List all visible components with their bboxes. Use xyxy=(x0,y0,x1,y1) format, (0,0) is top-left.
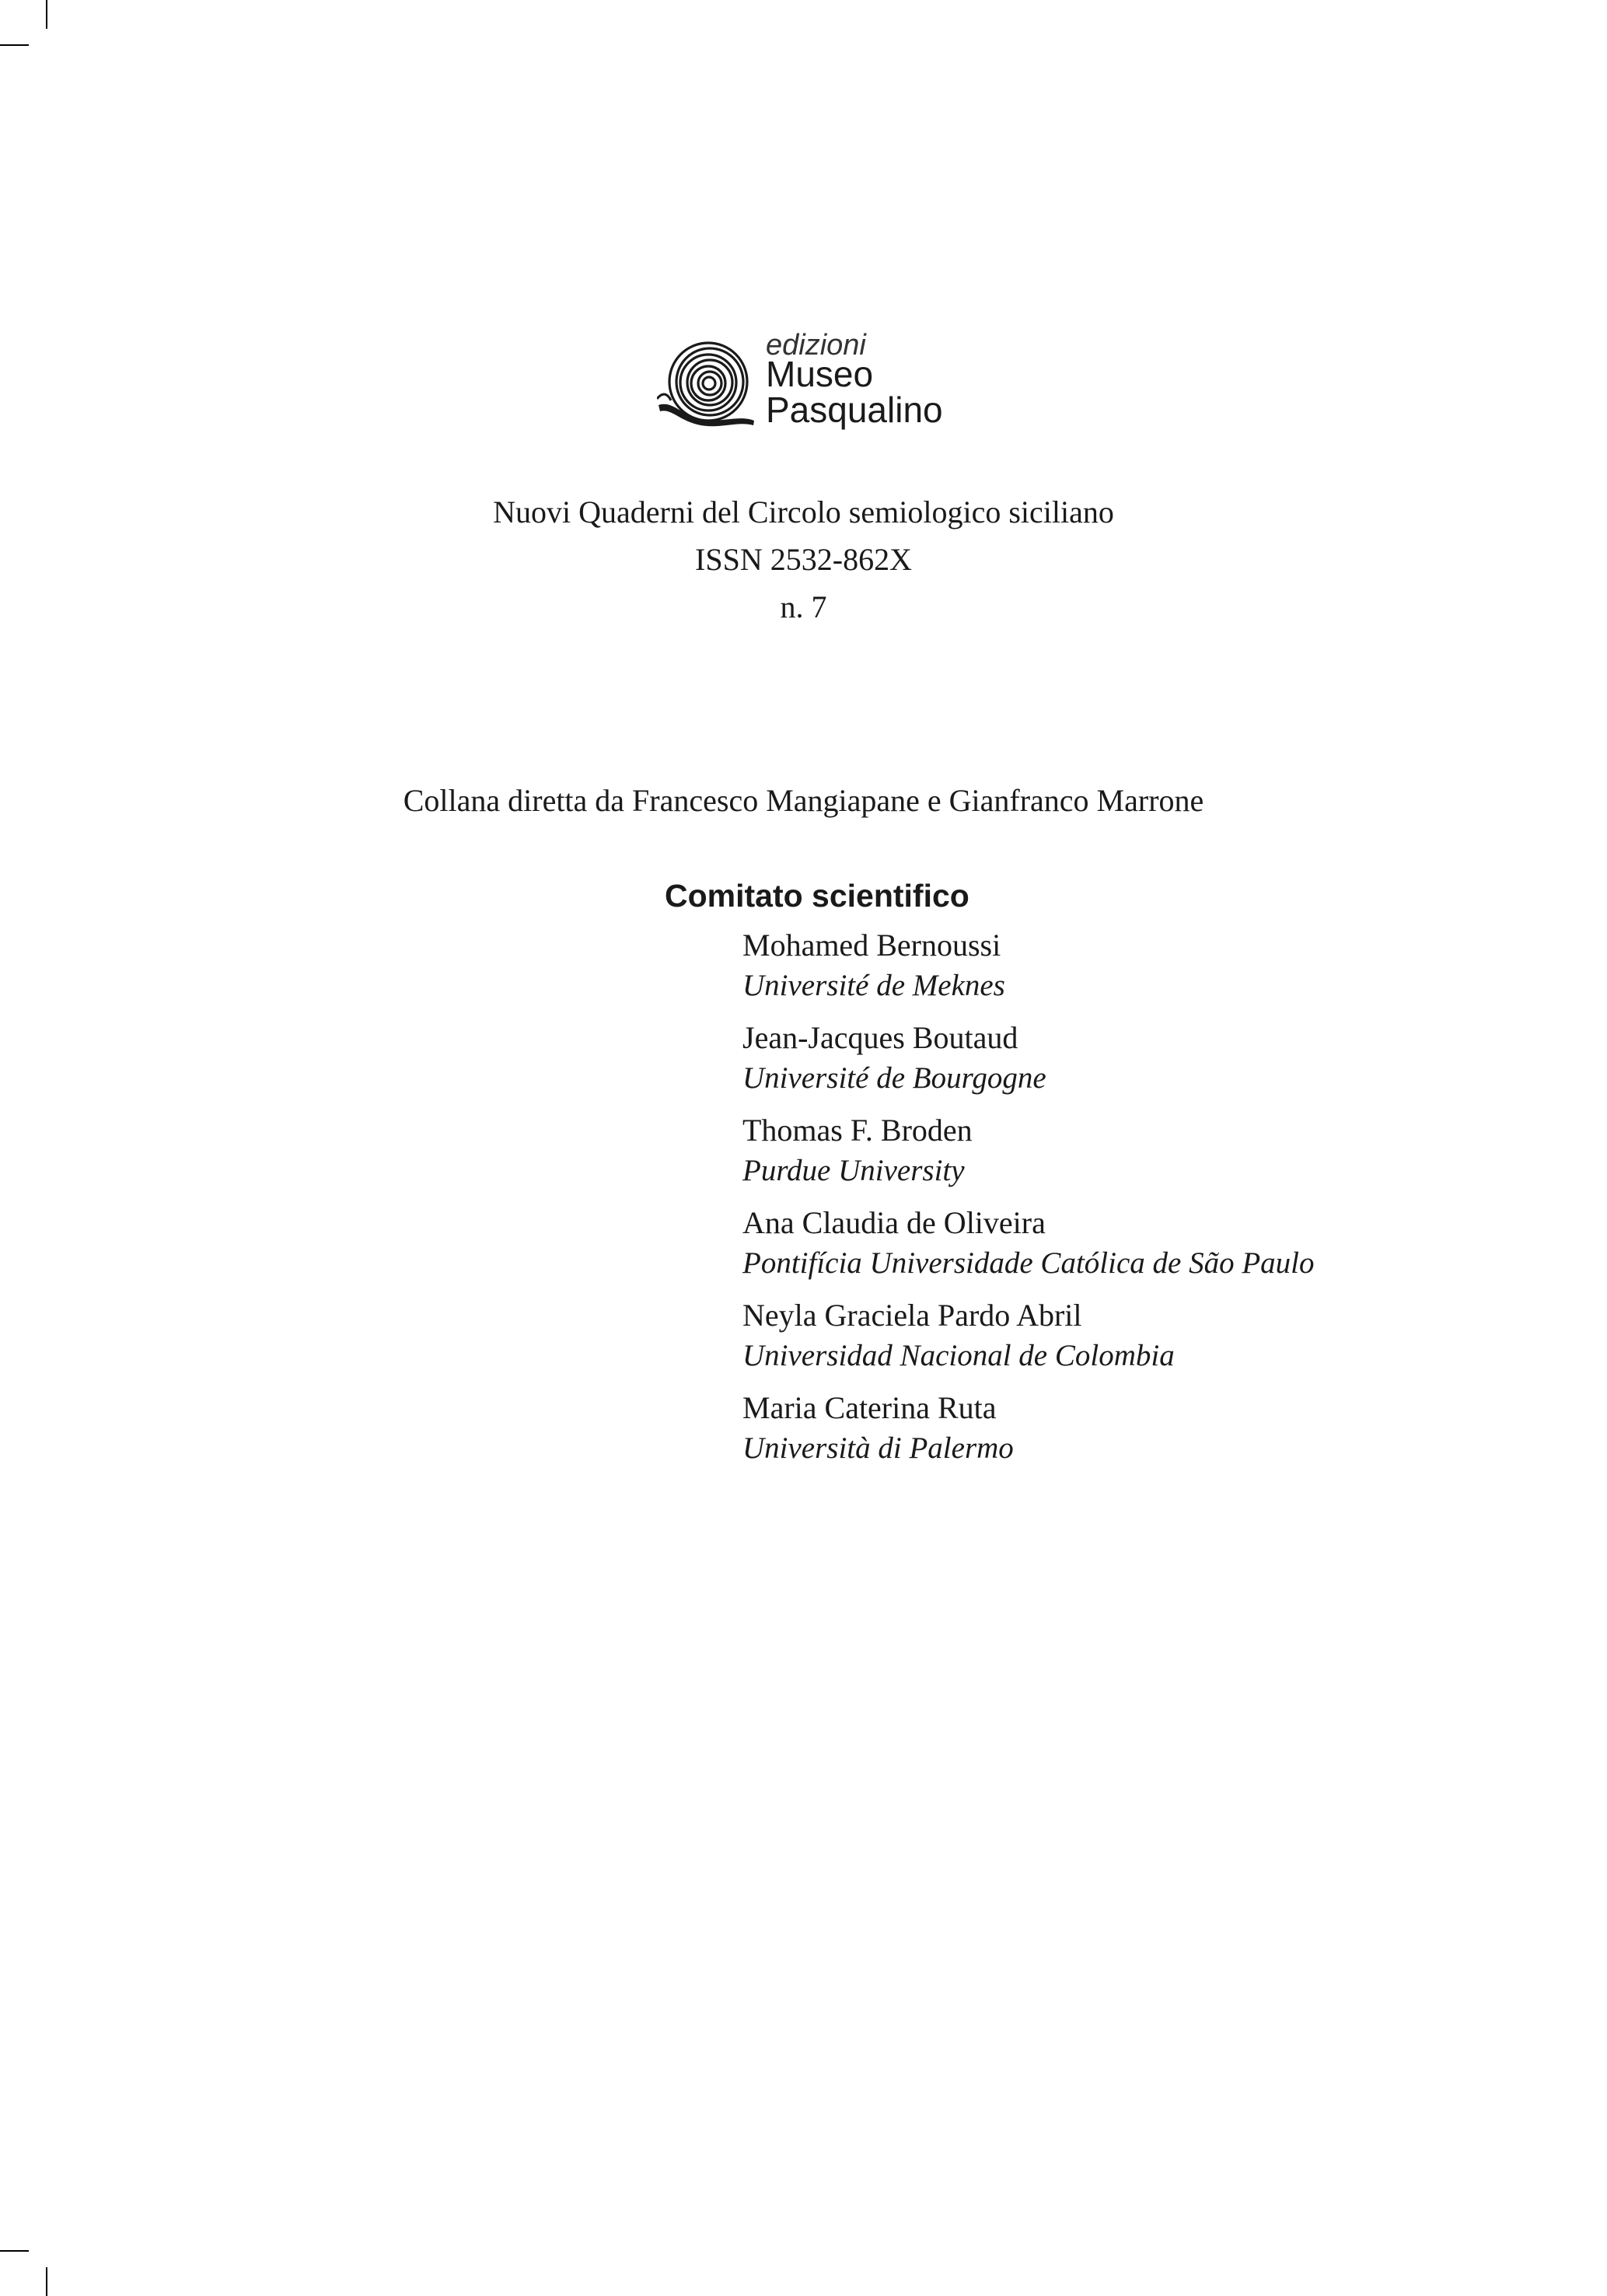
crop-mark-bottom-horizontal xyxy=(0,2250,29,2252)
member-affiliation: Universidad Nacional de Colombia xyxy=(742,1339,1175,1372)
member-name: Ana Claudia de Oliveira xyxy=(742,1205,1046,1240)
member-affiliation: Purdue University xyxy=(742,1154,965,1187)
member-affiliation: Pontifícia Universidade Católica de São Paulo xyxy=(742,1246,1315,1280)
comitato-member xyxy=(742,1018,1520,1110)
comitato-members-list xyxy=(742,925,1520,1480)
comitato-member xyxy=(742,1110,1520,1203)
series-issn: ISSN 2532-862X xyxy=(695,542,912,577)
member-name: Thomas F. Broden xyxy=(742,1113,973,1148)
logo-edizioni-text: edizioni xyxy=(766,329,866,362)
series-number: n. 7 xyxy=(780,589,827,624)
publisher-logo xyxy=(657,330,968,435)
member-name: Neyla Graciela Pardo Abril xyxy=(742,1298,1082,1333)
crop-mark-bottom-vertical xyxy=(46,2267,47,2296)
member-affiliation: Università di Palermo xyxy=(742,1431,1014,1465)
series-title: Nuovi Quaderni del Circolo semiologico siciliano xyxy=(493,494,1114,529)
comitato-member xyxy=(742,1388,1520,1480)
member-affiliation: Université de Bourgogne xyxy=(742,1061,1046,1095)
member-name: Jean-Jacques Boutaud xyxy=(742,1020,1018,1055)
member-name: Mohamed Bernoussi xyxy=(742,928,1001,963)
member-name: Maria Caterina Ruta xyxy=(742,1390,997,1425)
crop-mark-top-horizontal xyxy=(0,44,29,46)
crop-mark-top-vertical xyxy=(46,0,47,29)
member-affiliation: Université de Meknes xyxy=(742,969,1005,1002)
comitato-heading: Comitato scientifico xyxy=(665,878,969,914)
series-info xyxy=(0,488,1607,631)
collana-editors: Collana diretta da Francesco Mangiapane e Gianfranco Marrone xyxy=(403,783,1204,818)
spiral-logo-icon xyxy=(657,337,758,434)
comitato-member xyxy=(742,1295,1520,1388)
comitato-member xyxy=(742,925,1520,1018)
comitato-member xyxy=(742,1203,1520,1295)
logo-pasqualino-text: Pasqualino xyxy=(766,390,943,430)
logo-museo-text: Museo xyxy=(766,354,874,394)
